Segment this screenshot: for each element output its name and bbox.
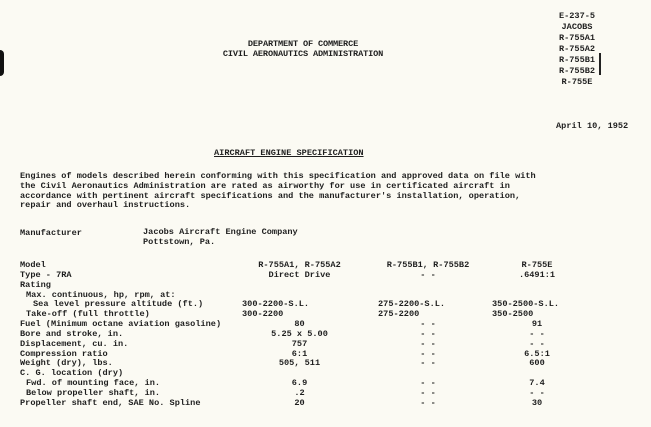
manufacturer-location: Pottstown, Pa.	[143, 236, 216, 247]
cell: - -	[420, 319, 436, 330]
model-id: R-755B1	[558, 55, 596, 65]
manufacturer-name: Jacobs Aircraft Engine Company	[143, 227, 298, 237]
cell: 6.5:1	[524, 348, 550, 359]
cell: 757	[291, 338, 308, 349]
cell	[242, 281, 357, 291]
cell: 6.9	[291, 378, 308, 389]
row-label: Bore and stroke, in.	[20, 328, 124, 339]
row-label: Max. continuous, hp, rpm, at:	[26, 289, 176, 300]
cell	[378, 281, 478, 291]
cell: 80	[294, 319, 305, 330]
row-label: Fwd. of mounting face, in.	[26, 378, 161, 389]
row-label: Compression ratio	[20, 348, 108, 359]
department-heading: DEPARTMENT OF COMMERCE	[247, 39, 359, 49]
intro-line: Engines of models described herein conforming with this specification and approved data on file with	[20, 171, 536, 181]
cell: R-755A1, R-755A2	[258, 260, 341, 270]
cell: 275-2200	[378, 309, 420, 320]
cell: - -	[420, 397, 436, 408]
manufacturer-label: Manufacturer	[20, 228, 82, 238]
intro-line: repair and overhaul instructions.	[20, 200, 191, 211]
cell: - -	[529, 387, 545, 398]
cell	[492, 281, 582, 291]
cell: R-755B1, R-755B2	[386, 260, 470, 270]
row-label: Displacement, cu. in.	[20, 338, 129, 349]
cell: 5.25 x 5.00	[271, 328, 328, 339]
cell: - -	[420, 269, 436, 280]
row-label: Take-off (full throttle)	[26, 309, 150, 320]
cell: 6:1	[291, 348, 308, 359]
row-label: Propeller shaft end, SAE No. Spline	[20, 397, 201, 408]
cell: 350-2500-S.L.	[492, 299, 560, 310]
cell: - -	[420, 378, 436, 389]
cell: Direct Drive	[268, 269, 331, 280]
cell: - -	[420, 328, 436, 339]
cell: 600	[529, 358, 545, 369]
document-title: AIRCRAFT ENGINE SPECIFICATION	[214, 148, 364, 158]
cell: 275-2200-S.L.	[378, 299, 446, 310]
manufacturer-info	[143, 228, 298, 248]
cell: - -	[420, 358, 436, 369]
row-label: C. G. location (dry)	[20, 368, 124, 379]
revision-bracket	[599, 53, 601, 75]
document-date: April 10, 1952	[556, 121, 629, 131]
cell: .2	[294, 387, 305, 398]
row-label: Below propeller shaft, in.	[26, 387, 161, 398]
spec-labels-column	[20, 261, 221, 409]
cell: 91	[531, 319, 543, 330]
model-id: R-755E	[561, 77, 593, 87]
cell: 30	[531, 397, 543, 408]
cell: 505, 511	[278, 358, 321, 369]
model-id: R-755B2	[558, 66, 596, 76]
cell: 20	[294, 397, 305, 408]
intro-paragraph	[20, 172, 536, 211]
administration-heading: CIVIL AERONAUTICS ADMINISTRATION	[222, 49, 384, 59]
binder-punch-mark	[0, 50, 4, 76]
cell: 300-2200-S.L.	[242, 299, 310, 310]
row-label: Type - 7RA	[20, 269, 72, 280]
column-r755b	[378, 261, 478, 409]
spec-identifier-block	[532, 11, 622, 88]
column-r755e	[492, 261, 582, 409]
row-label: Sea level pressure altitude (ft.)	[33, 299, 204, 310]
intro-line: accordance with pertinent aircraft specifications and the manufacturer's installation, operation,	[20, 190, 521, 201]
cell: - -	[529, 338, 545, 349]
row-label: Rating	[20, 279, 51, 290]
cell: 300-2200	[242, 309, 284, 320]
cell: - -	[420, 387, 436, 398]
row-label: Weight (dry), lbs.	[20, 358, 113, 369]
manufacturer-code: JACOBS	[561, 22, 593, 32]
row-label: Model	[20, 260, 46, 270]
model-id: R-755A2	[558, 44, 596, 54]
cell: - -	[529, 328, 545, 339]
cell: - -	[420, 338, 436, 349]
cell: R-755E	[521, 260, 553, 270]
cell: .6491:1	[518, 269, 556, 280]
spec-number: E-237-5	[558, 11, 596, 21]
model-id: R-755A1	[558, 33, 596, 43]
cell: - -	[420, 348, 436, 359]
intro-line: the Civil Aeronautics Administration are rated as airworthy for use in certificated aircraft in	[20, 180, 510, 191]
row-label: Fuel (Minimum octane aviation gasoline)	[20, 319, 222, 330]
cell: 350-2500	[492, 309, 534, 320]
column-r755a	[242, 261, 357, 409]
cell: 7.4	[529, 378, 545, 389]
